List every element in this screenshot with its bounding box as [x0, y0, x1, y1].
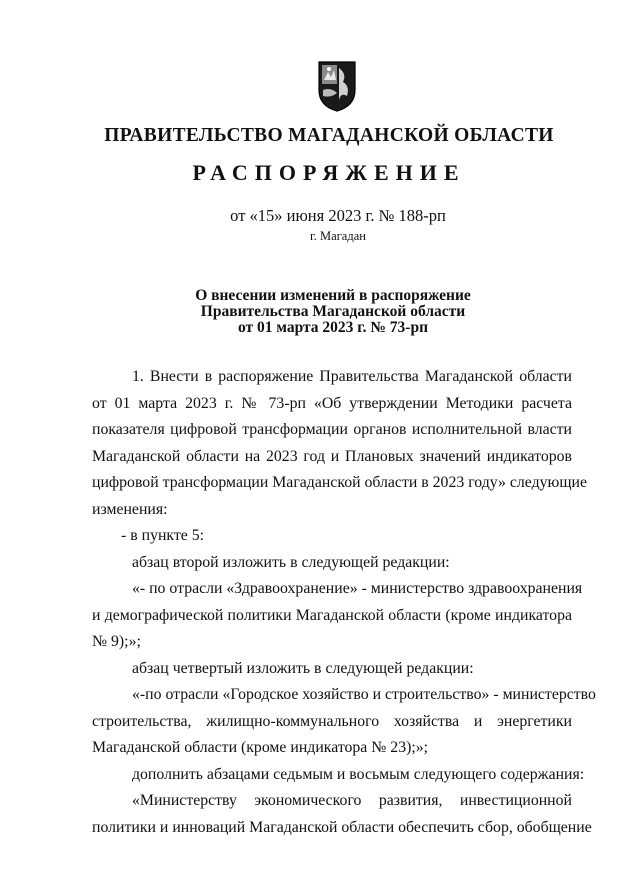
body-line: строительства, жилищно-коммунального хозяйства и энергетики: [92, 712, 572, 730]
body-line: от 01 марта 2023 г. № 73-рп «Об утверждении Методики расчета: [92, 394, 572, 412]
body-line: и демографической политики Магаданской области (кроме индикатора: [92, 606, 572, 624]
document-subject: [0, 288, 640, 336]
body-line: «-по отрасли «Городское хозяйство и строительство» - министерство: [132, 686, 596, 703]
body-line: «Министерству экономического развития, инвестиционной: [132, 792, 572, 809]
subject-line: Правительства Магаданской области: [200, 303, 466, 320]
body-line: - в пункте 5:: [121, 527, 205, 544]
body-line: 1. Внести в распоряжение Правительства Магаданской области: [132, 368, 572, 385]
body-line: Магаданской области на 2023 год и Плановых значений индикаторов: [92, 447, 572, 465]
magadan-coat-of-arms-icon: [317, 60, 357, 112]
body-line: показателя цифровой трансформации органов исполнительной власти: [92, 421, 572, 438]
government-title: ПРАВИТЕЛЬСТВО МАГАДАНСКОЙ ОБЛАСТИ: [104, 125, 554, 146]
body-line: № 9);»;: [92, 633, 141, 650]
document-date-number: от «15» июня 2023 г. № 188-рп: [230, 206, 446, 225]
body-line: изменения:: [92, 500, 168, 518]
body-line: «- по отрасли «Здравоохранение» - министерство здравоохранения: [132, 580, 583, 597]
body-line: абзац четвертый изложить в следующей редакции:: [132, 659, 474, 677]
body-line: дополнить абзацами седьмым и восьмым следующего содержания:: [132, 765, 585, 783]
subject-line: О внесении изменений в распоряжение: [195, 287, 471, 304]
body-line: абзац второй изложить в следующей редакции:: [132, 553, 450, 571]
document-city: г. Магадан: [310, 229, 366, 243]
body-line: цифровой трансформации Магаданской области в 2023 году» следующие: [92, 474, 587, 491]
body-line: политики и инноваций Магаданской области обеспечить сбор, обобщение: [92, 818, 592, 836]
document-body: [92, 364, 596, 841]
body-line: Магаданской области (кроме индикатора № 23);»;: [92, 739, 429, 756]
subject-line: от 01 марта 2023 г. № 73-рп: [237, 319, 429, 336]
document-type: РАСПОРЯЖЕНИЕ: [192, 160, 466, 185]
